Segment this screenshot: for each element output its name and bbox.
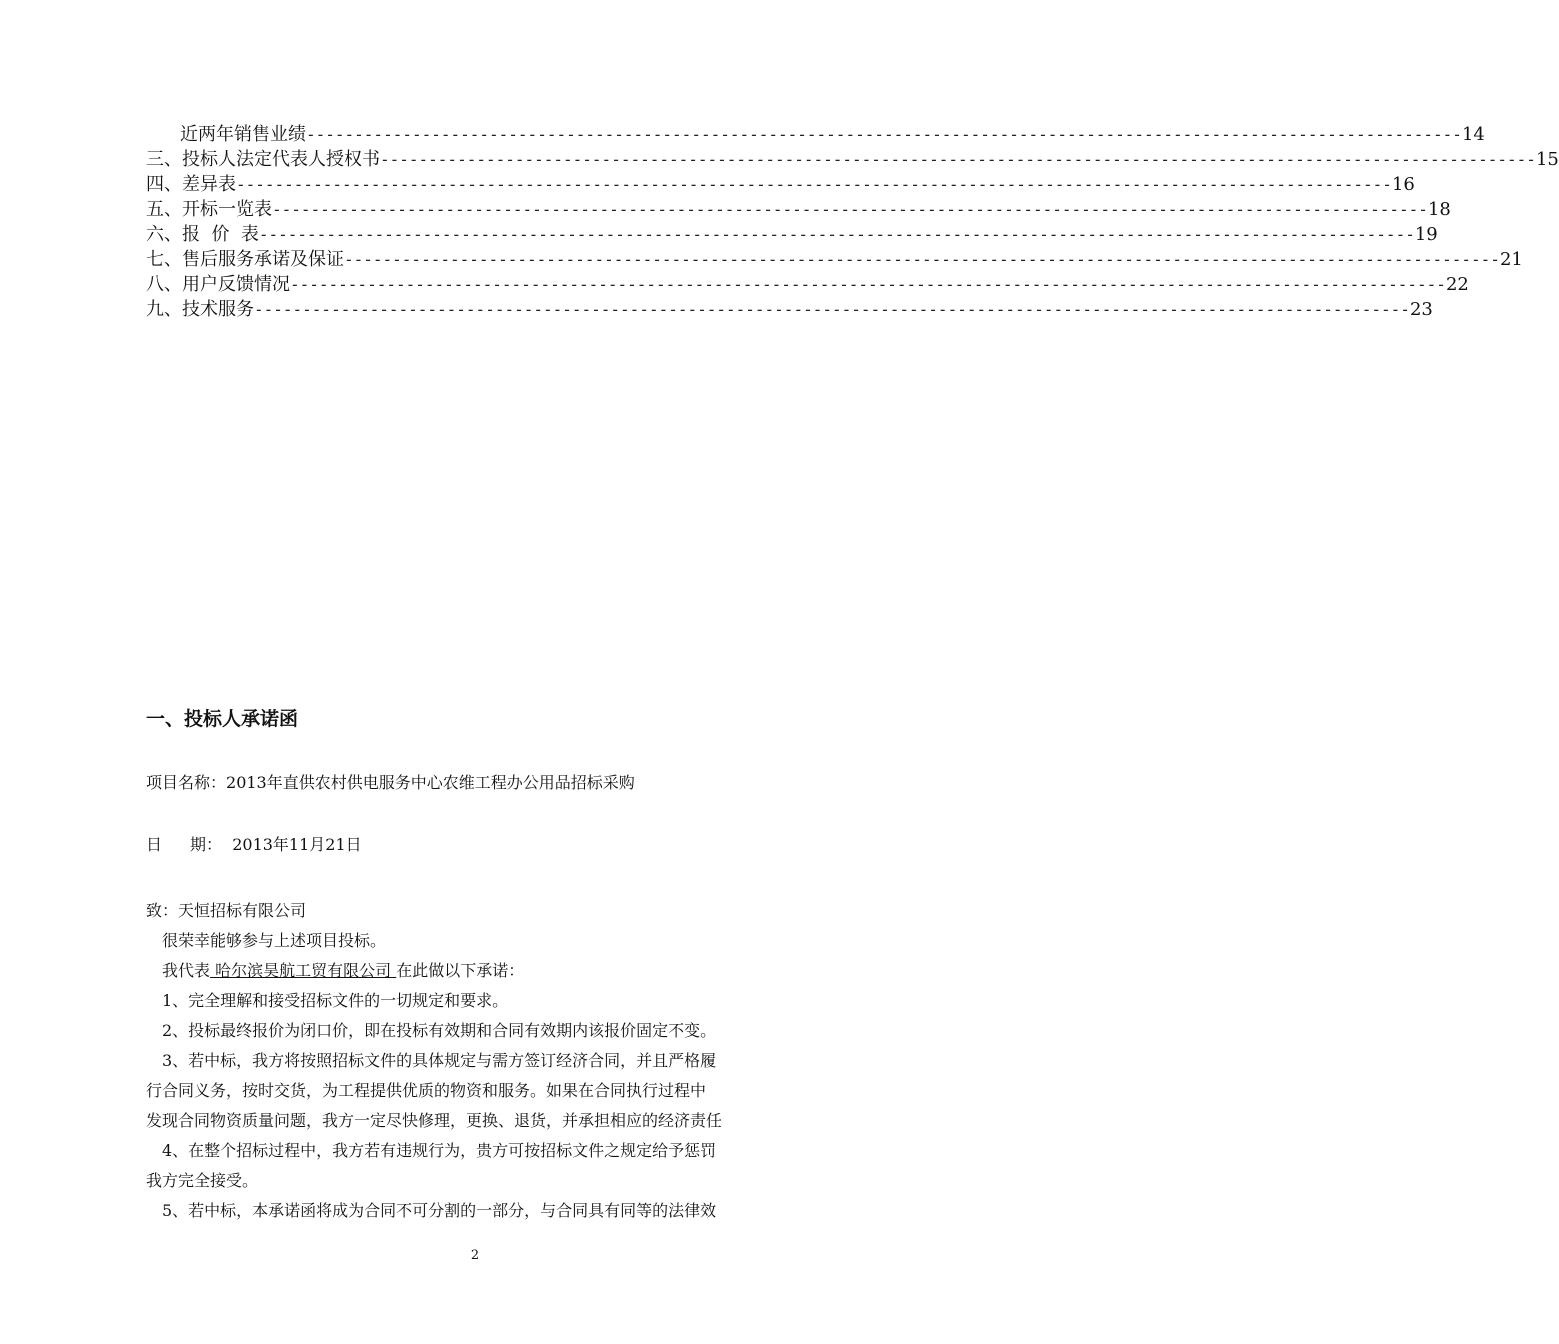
commitment-item-3: 3、若中标，我方将按照招标文件的具体规定与需方签订经济合同，并且严格履	[162, 1051, 717, 1070]
section-title: 一、投标人承诺函	[146, 708, 299, 730]
company-name: 哈尔滨昊航工贸有限公司	[210, 961, 397, 980]
commitment-letter	[146, 896, 810, 1226]
project-name-label: 项目名称：	[146, 773, 227, 792]
toc-entry-label: 九、技术服务	[146, 299, 254, 320]
toc-entry-label: 七、售后服务承诺及保证	[146, 249, 344, 270]
toc-entry-label: 八、用户反馈情况	[146, 274, 290, 295]
toc-leader: ------------------------------------------------------------------------------------------------------------------------	[236, 175, 1392, 194]
toc-leader: ------------------------------------------------------------------------------------------------------------------------	[254, 300, 1410, 319]
toc-leader: ------------------------------------------------------------------------------------------------------------------------	[258, 225, 1415, 244]
toc-entry[interactable]	[146, 297, 1433, 322]
date-label-b: 期：	[190, 835, 223, 854]
commitment-item-3-cont: 行合同义务，按时交货，为工程提供优质的物资和服务。如果在合同执行过程中	[146, 1081, 707, 1100]
toc-entry-page: 15	[1535, 149, 1559, 170]
toc-entry[interactable]	[146, 272, 1469, 297]
date-label-a: 日	[146, 835, 163, 854]
toc-entry[interactable]	[146, 147, 1559, 172]
project-name-value: 2013年直供农村供电服务中心农维工程办公用品招标采购	[226, 773, 635, 792]
page-number: 2	[470, 1248, 480, 1263]
toc-entry[interactable]	[146, 197, 1451, 222]
toc-entry-page: 19	[1414, 224, 1438, 245]
rep-suffix: 在此做以下承诺：	[396, 961, 525, 980]
rep-prefix: 我代表	[162, 961, 211, 980]
toc-entry-page: 14	[1461, 124, 1485, 145]
toc-entry-label: 四、差异表	[146, 174, 236, 195]
toc-entry[interactable]	[146, 222, 1438, 247]
toc-entry-label: 六、报 价 表	[146, 224, 259, 245]
commitment-item-4: 4、在整个招标过程中，我方若有违规行为，贵方可按招标文件之规定给予惩罚	[162, 1141, 717, 1160]
toc-leader: ------------------------------------------------------------------------------------------------------------------------	[306, 125, 1462, 144]
toc-entry-page: 22	[1445, 274, 1469, 295]
project-name-line	[146, 770, 635, 793]
toc-entry-page: 23	[1409, 299, 1433, 320]
commitment-item-1: 1、完全理解和接受招标文件的一切规定和要求。	[162, 991, 509, 1010]
toc-entry-label: 五、开标一览表	[146, 199, 272, 220]
toc-leader: ------------------------------------------------------------------------------------------------------------------------	[290, 275, 1446, 294]
toc-entry-label: 近两年销售业绩	[180, 124, 306, 145]
letter-intro: 很荣幸能够参与上述项目投标。	[162, 931, 387, 950]
letter-recipient: 致：天恒招标有限公司	[146, 901, 307, 920]
toc-entry-label: 三、投标人法定代表人授权书	[146, 149, 380, 170]
toc-entry[interactable]	[146, 172, 1415, 197]
toc-leader: ------------------------------------------------------------------------------------------------------------------------	[272, 200, 1428, 219]
table-of-contents	[146, 122, 1559, 322]
date-line	[146, 832, 362, 855]
toc-entry-page: 18	[1427, 199, 1451, 220]
commitment-item-2: 2、投标最终报价为闭口价，即在投标有效期和合同有效期内该报价固定不变。	[162, 1021, 717, 1040]
toc-entry-page: 21	[1499, 249, 1523, 270]
date-value: 2013年11月21日	[232, 835, 362, 854]
toc-entry[interactable]	[146, 122, 1485, 147]
commitment-item-4-cont: 我方完全接受。	[146, 1171, 259, 1190]
toc-leader: ------------------------------------------------------------------------------------------------------------------------	[344, 250, 1500, 269]
toc-entry-page: 16	[1391, 174, 1415, 195]
commitment-item-5: 5、若中标，本承诺函将成为合同不可分割的一部分，与合同具有同等的法律效	[162, 1201, 717, 1220]
toc-entry[interactable]	[146, 247, 1523, 272]
toc-leader: ------------------------------------------------------------------------------------------------------------------------	[380, 150, 1536, 169]
letter-representation	[146, 956, 810, 986]
commitment-item-3-cont: 发现合同物资质量问题，我方一定尽快修理，更换、退货，并承担相应的经济责任	[146, 1111, 723, 1130]
